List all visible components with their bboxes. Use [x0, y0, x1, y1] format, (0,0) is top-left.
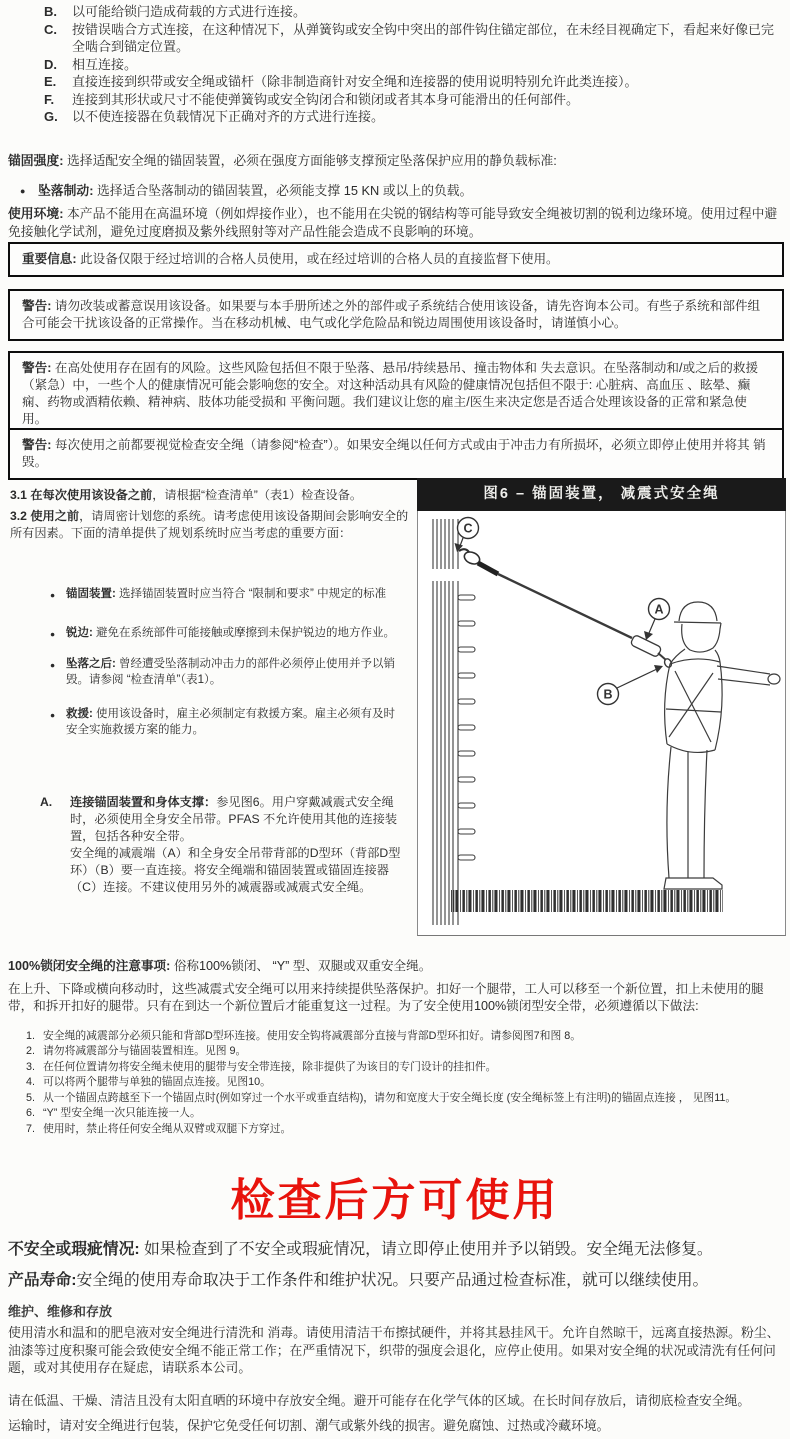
- maintenance-transport-paragraph: 运输时，请对安全绳进行包装，保护它免受任何切割、潮气或紫外线的损害。避免腐蚀、过热或冷藏环境。: [8, 1418, 610, 1433]
- item-text: [70, 794, 412, 896]
- bullet-sharp-edge: [50, 625, 406, 641]
- section-3-2: [10, 508, 414, 542]
- item-text: 以不使连接器在负载情况下正确对齐的方式进行连接。: [72, 109, 385, 124]
- rule-item: [26, 1122, 786, 1138]
- bullet-label: 锐边:: [66, 627, 93, 639]
- paragraph-text: 选择适配安全绳的锚固装置，必须在强度方面能够支撑预定坠落保护应用的静负载标准:: [63, 153, 557, 168]
- list-item: [44, 91, 780, 109]
- item-text-1: 参见图6。用户穿戴减震式安全绳时，必须使用全身安全吊带。PFAS 不允许使用其他的连接装置，包括各种安全带。: [70, 795, 398, 843]
- figure-title: 图6 – 锚固装置， 减震式安全绳: [417, 478, 786, 511]
- item-letter: F.: [44, 91, 55, 107]
- figure-illustration: [417, 511, 786, 936]
- item-text: 连接到其形状或尺寸不能使弹簧钩或安全钩闭合和锁闭或者其本身可能滑出的任何部件。: [72, 91, 580, 107]
- list-item: [44, 21, 780, 56]
- section-number-title: 3.1 在每次使用该设备之前: [10, 488, 153, 502]
- item-text: 相互连接。: [72, 56, 138, 72]
- rule-text: 使用时，禁止将任何安全绳从双臂或双腿下方穿过。: [43, 1122, 292, 1135]
- item-text-2: 安全绳的减震端（A）和全身安全吊带背部的D型环（背部D型环）（B）要一直连接。将安全绳端和锚固装置或锚固连接器（C）连接。不建议使用另外的减震器或减震式安全绳。: [70, 846, 401, 894]
- maintenance-cleaning-paragraph: 使用清水和温和的肥皂液对安全绳进行清洗和 消毒。请使用清洁干布擦拭硬件，并将其悬挂风干。允许自然晾干，远离直接热源。粉尘、油漆等过度积聚可能会致使安全绳不能正常工作；在严重情况下，织带的强度会退化，应停止使用。如果对安全绳的状况或清洗有任何问题，或对其使用存在疑虑，请联系本公司。: [8, 1325, 780, 1375]
- maintenance-heading: 维护、维修和存放: [8, 1304, 113, 1319]
- bullet-label: 坠落之后:: [66, 658, 116, 670]
- rule-text: 在任何位置请勿将安全绳未使用的腿带与安全带连接，除非提供了为该目的专门设计的挂扣件。: [43, 1060, 497, 1073]
- label-c-text: C: [463, 521, 473, 536]
- item-text: 直接连接到织带或安全绳或锚杆（除非制造商针对安全绳和连接器的使用说明特别允许此类连接）。: [72, 74, 638, 89]
- heading-text: 俗称100%锁闭、 “Y” 型、双腿或双重安全绳。: [170, 959, 432, 973]
- paragraph-text: 安全绳的使用寿命取决于工作条件和维护状况。只要产品通过检查标准，就可以继续使用。: [76, 1272, 709, 1289]
- item-letter: B.: [44, 4, 57, 19]
- bullet-text: 使用该设备时，雇主必须制定有救援方案。雇主必须有及时安全实施救援方案的能力。: [66, 708, 396, 736]
- bullet-anchorage: [50, 586, 406, 602]
- item-letter: D.: [44, 56, 57, 72]
- maintenance-storage-paragraph: 请在低温、干燥、清洁且没有太阳直晒的环境中存放安全绳。避开可能存在化学气体的区域。在长时间存放后，请彻底检查安全绳。: [8, 1393, 751, 1408]
- item-text: 按错误啮合方式连接，在这种情况下，从弹簧钩或安全钩中突出的部件钩住锚定部位，在未经目视确定下，看起来好像已完全啮合到锚定位置。: [72, 21, 775, 54]
- tie-off-100-section: [8, 958, 786, 1137]
- rule-number: 6.: [26, 1107, 36, 1119]
- ground-hatching: [451, 890, 723, 912]
- figure-6-drawing: [418, 511, 785, 934]
- item-title: 连接锚固装置和身体支撑：: [70, 795, 217, 809]
- list-item: [44, 56, 780, 74]
- bullet-label: 救援:: [66, 708, 93, 720]
- paragraph-text: 如果检查到了不安全或瑕疵情况，请立即停止使用并予以销毁。安全绳无法修复。: [139, 1241, 713, 1258]
- rule-text: “Y” 型安全绳一次只能连接一人。: [43, 1107, 201, 1119]
- paragraph-text: 本产品不能用在高温环境（例如焊接作业），也不能用在尖锐的钢结构等可能导致安全绳被切割的锐利边缘环境。使用过程中避免接触化学试剂，避免过度磨损及紫外线照射等对产品性能会造成不良影响的环境。: [8, 206, 778, 239]
- item-letter: E.: [44, 74, 57, 89]
- box-label: 警告:: [22, 438, 52, 452]
- rule-item: [26, 1060, 786, 1076]
- rule-number: 2.: [26, 1045, 36, 1057]
- important-info-box: [8, 242, 784, 277]
- rule-text: 从一个锚固点跨越至下一个锚固点时(例如穿过一个水平或垂直结构)，请勿和宽度大于安全绳长度 (安全绳标签上有注明)的锚固点连接 ， 见图11。: [43, 1091, 737, 1104]
- unsafe-condition-paragraph: [8, 1240, 786, 1260]
- section-3-1: [10, 487, 414, 504]
- heading-label: 100%锁闭安全绳的注意事项:: [8, 959, 171, 973]
- item-a-body-support: [10, 794, 412, 896]
- anchor-strength-section: [8, 152, 784, 199]
- rule-item: [26, 1044, 786, 1060]
- rule-number: 5.: [26, 1091, 36, 1104]
- tie-off-heading: [8, 958, 786, 976]
- box-text: 在高处使用存在固有的风险。这些风险包括但不限于坠落、悬吊/持续悬吊、撞击物体和 失去意识。在坠落制动和/或之后的救援（紧急）中，一些个人的健康情况可能会影响您的安全。对这种活动具有风险的健康情况包括但不限于: 心脏病、高血压 、眩晕、癫痫、药物或酒精依赖、精神病、肢体功能受损和 平衡问题。我们建议让您的雇主/医生来决定您是否适合处理该设备的正常和紧急使用。: [22, 361, 759, 426]
- callout-labels: [455, 518, 670, 705]
- warning-box-misuse: [8, 289, 784, 341]
- anchor-strength-paragraph: [8, 152, 784, 170]
- label-b-text: B: [603, 687, 613, 702]
- environment-section: [8, 205, 784, 240]
- fall-arrest-bullet: [8, 182, 784, 200]
- bullet-text: 选择适合坠落制动的锚固装置，必须能支撑 15 KN 或以上的负载。: [93, 182, 473, 198]
- rule-number: 4.: [26, 1076, 36, 1088]
- anchor-pole: [433, 519, 475, 925]
- label-a-text: A: [654, 602, 664, 617]
- box-text: 请勿改装或蓄意误用该设备。如果要与本手册所述之外的部件或子系统结合使用该设备，请先咨询本公司。有些子系统和部件组合可能会干扰该设备的正常操作。当在移动机械、电气或化学危险品和锐边周围使用该设备时，请谨慎小心。: [22, 299, 761, 330]
- rule-item: [26, 1029, 786, 1045]
- paragraph-label: 锚固强度:: [8, 153, 64, 168]
- box-label: 重要信息:: [22, 252, 77, 266]
- figure-6-panel: [417, 478, 786, 936]
- rule-item: [26, 1075, 786, 1091]
- tie-off-rule-list: [8, 1029, 786, 1138]
- section-text: ，请周密计划您的系统。请考虑使用该设备期间会影响安全的所有因素。下面的清单提供了规划系统时应当考虑的重要方面：: [10, 509, 409, 540]
- list-item: [44, 73, 780, 91]
- item-text: 以可能给锁闩造成荷载的方式进行连接。: [72, 4, 307, 19]
- anchor-connector-hook: [459, 549, 498, 574]
- box-label: 警告:: [22, 361, 52, 375]
- rule-text: 安全绳的减震部分必须只能和背部D型环连接。使用安全钩将减震部分直接与背部D型环扣好。请参阅图7和图 8。: [43, 1029, 582, 1042]
- rule-text: 请勿将减震部分与锚固装置相连。见图 9。: [43, 1045, 247, 1057]
- section-3-planning: [10, 487, 414, 896]
- warning-box-health: [8, 351, 784, 437]
- rule-number: 1.: [26, 1029, 36, 1042]
- rule-item: [26, 1091, 786, 1107]
- paragraph-label: 产品寿命:: [8, 1272, 77, 1289]
- box-text: 每次使用之前都要视觉检查安全绳（请参阅“检查”）。如果安全绳以任何方式或由于冲击力有所损坏，必须立即停止使用并将其 销毁。: [22, 438, 766, 469]
- bullet-text: 选择锚固装置时应当符合 “限制和要求” 中规定的标准: [115, 588, 387, 600]
- shock-absorbing-lanyard: [498, 574, 673, 668]
- planning-bullet-list: [10, 586, 406, 738]
- paragraph-label: 使用环境:: [8, 206, 64, 221]
- box-text: 此设备仅限于经过培训的合格人员使用，或在经过培训的合格人员的直接监督下使用。: [76, 252, 559, 266]
- item-letter: C.: [44, 21, 57, 37]
- section-number-title: 3.2 使用之前: [10, 509, 80, 523]
- bullet-label: 坠落制动:: [38, 182, 94, 198]
- list-item: [44, 108, 780, 126]
- worker-figure: [664, 602, 780, 889]
- connection-warning-list: [44, 3, 780, 126]
- warning-box-inspection: [8, 428, 784, 480]
- rule-number: 7.: [26, 1122, 36, 1135]
- bullet-rescue: [50, 706, 406, 738]
- rule-number: 3.: [26, 1060, 36, 1073]
- box-label: 警告:: [22, 299, 52, 313]
- list-item: [44, 3, 780, 21]
- bullet-text: 避免在系统部件可能接触或摩擦到未保护锐边的地方作业。: [92, 627, 396, 639]
- bullet-text: 曾经遭受坠落制动冲击力的部件必须停止使用并予以销毁。请参阅 “检查清单”（表1）。: [66, 658, 396, 686]
- item-letter: A.: [40, 795, 53, 809]
- item-letter: G.: [44, 109, 58, 124]
- paragraph-label: 不安全或瑕疵情况:: [8, 1241, 140, 1258]
- inspect-before-use-notice: 检查后方可使用: [230, 1176, 560, 1225]
- rule-item: [26, 1106, 786, 1122]
- product-life-paragraph: [8, 1271, 786, 1291]
- bullet-after-fall: [50, 656, 406, 688]
- tie-off-paragraph: 在上升、下降或横向移动时，这些减震式安全绳可以用来持续提供坠落保护。扣好一个腿带，工人可以移至一个新位置，扣上未使用的腿带，和拆开扣好的腿带。只有在到达一个新位置后才能重复这一过程。为了安全使用100%锁闭型安全带，必须遵循以下做法:: [8, 981, 764, 1013]
- section-text: ，请根据“检查清单”（表1）检查设备。: [152, 488, 363, 502]
- bullet-label: 锚固装置:: [66, 588, 116, 600]
- rule-text: 可以将两个腿带与单独的锚固点连接。见图10。: [43, 1076, 271, 1088]
